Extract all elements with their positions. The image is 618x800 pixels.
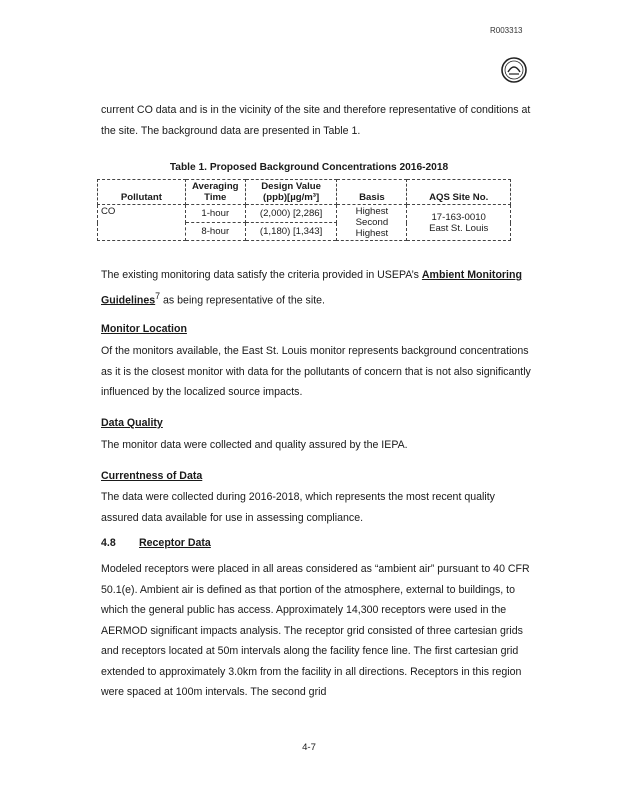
currentness-paragraph: The data were collected during 2016-2018, which represents the most recent quality assured data available for use in assessing compliance. [101,491,495,524]
cell-value: (1,180) [1,343] [245,223,337,241]
existing-text-before: The existing monitoring data satisfy the criteria provided in USEPA’s [101,269,422,281]
monitor-location-paragraph: Of the monitors available, the East St. Louis monitor represents background concentrations as it is the closest monitor with data for the pollutants of concern that is not also significantly influenced by the localized source impacts. [101,345,531,398]
header-basis: Basis [337,180,407,205]
basis-line: Second [355,217,389,228]
cell-time: 1-hour [185,205,245,223]
cell-time: 8-hour [185,223,245,241]
footnote-marker: 7 [155,290,161,301]
section-number: 4.8 [101,537,116,549]
background-concentrations-table [97,179,511,241]
header-design-value: Design Value (ppb)[µg/m³] [245,180,337,205]
ambient-monitoring-guidelines-link[interactable]: Ambient Monitoring Guidelines [101,269,522,307]
data-quality-heading: Data Quality [101,417,163,429]
receptor-section-heading [101,537,211,549]
currentness-heading: Currentness of Data [101,470,203,482]
monitor-location-heading: Monitor Location [101,323,187,335]
cell-value: (2,000) [2,286] [245,205,337,223]
logo-icon [500,56,528,84]
header-averaging-time: Averaging Time [185,180,245,205]
intro-paragraph: current CO data and is in the vicinity of the site and therefore representative of conditions at the site. The background data are presented in Table 1. [101,104,531,137]
basis-line: Highest [355,206,389,217]
page-number: 4-7 [302,742,316,753]
document-id: R003313 [490,26,523,35]
header-site: AQS Site No. [407,180,511,205]
receptor-paragraph: Modeled receptors were placed in all areas considered as “ambient air” pursuant to 40 CFR 50.1(e). Ambient air is defined as that portion of the atmosphere, external to buildings, to which the general public has access. Approximately 14,300 receptors were used in the AERMOD significant impacts analysis. The receptor grid consisted of three cartesian grids and receptors located at 50m intervals along the facility fence line. The first cartesian grid extended to approximately 3.0km from the facility in all directions. Receptors in this region were spaced at 100m intervals. The second grid [101,563,530,698]
table-header-row [98,180,511,205]
company-logo [500,56,528,84]
existing-text-after: as being representative of the site. [160,294,325,307]
site-name: East St. Louis [429,222,489,234]
basis-line: Highest [355,228,389,239]
cell-site [407,205,511,241]
existing-data-paragraph [101,265,531,311]
cell-basis [337,205,407,241]
site-number: 17-163-0010 [431,211,486,223]
table-title: Table 1. Proposed Background Concentrations 2016-2018 [169,162,449,173]
data-quality-paragraph: The monitor data were collected and quality assured by the IEPA. [101,439,408,451]
cell-pollutant: CO [98,205,186,241]
table-row [98,205,511,223]
header-pollutant: Pollutant [98,180,186,205]
section-title: Receptor Data [139,537,211,549]
